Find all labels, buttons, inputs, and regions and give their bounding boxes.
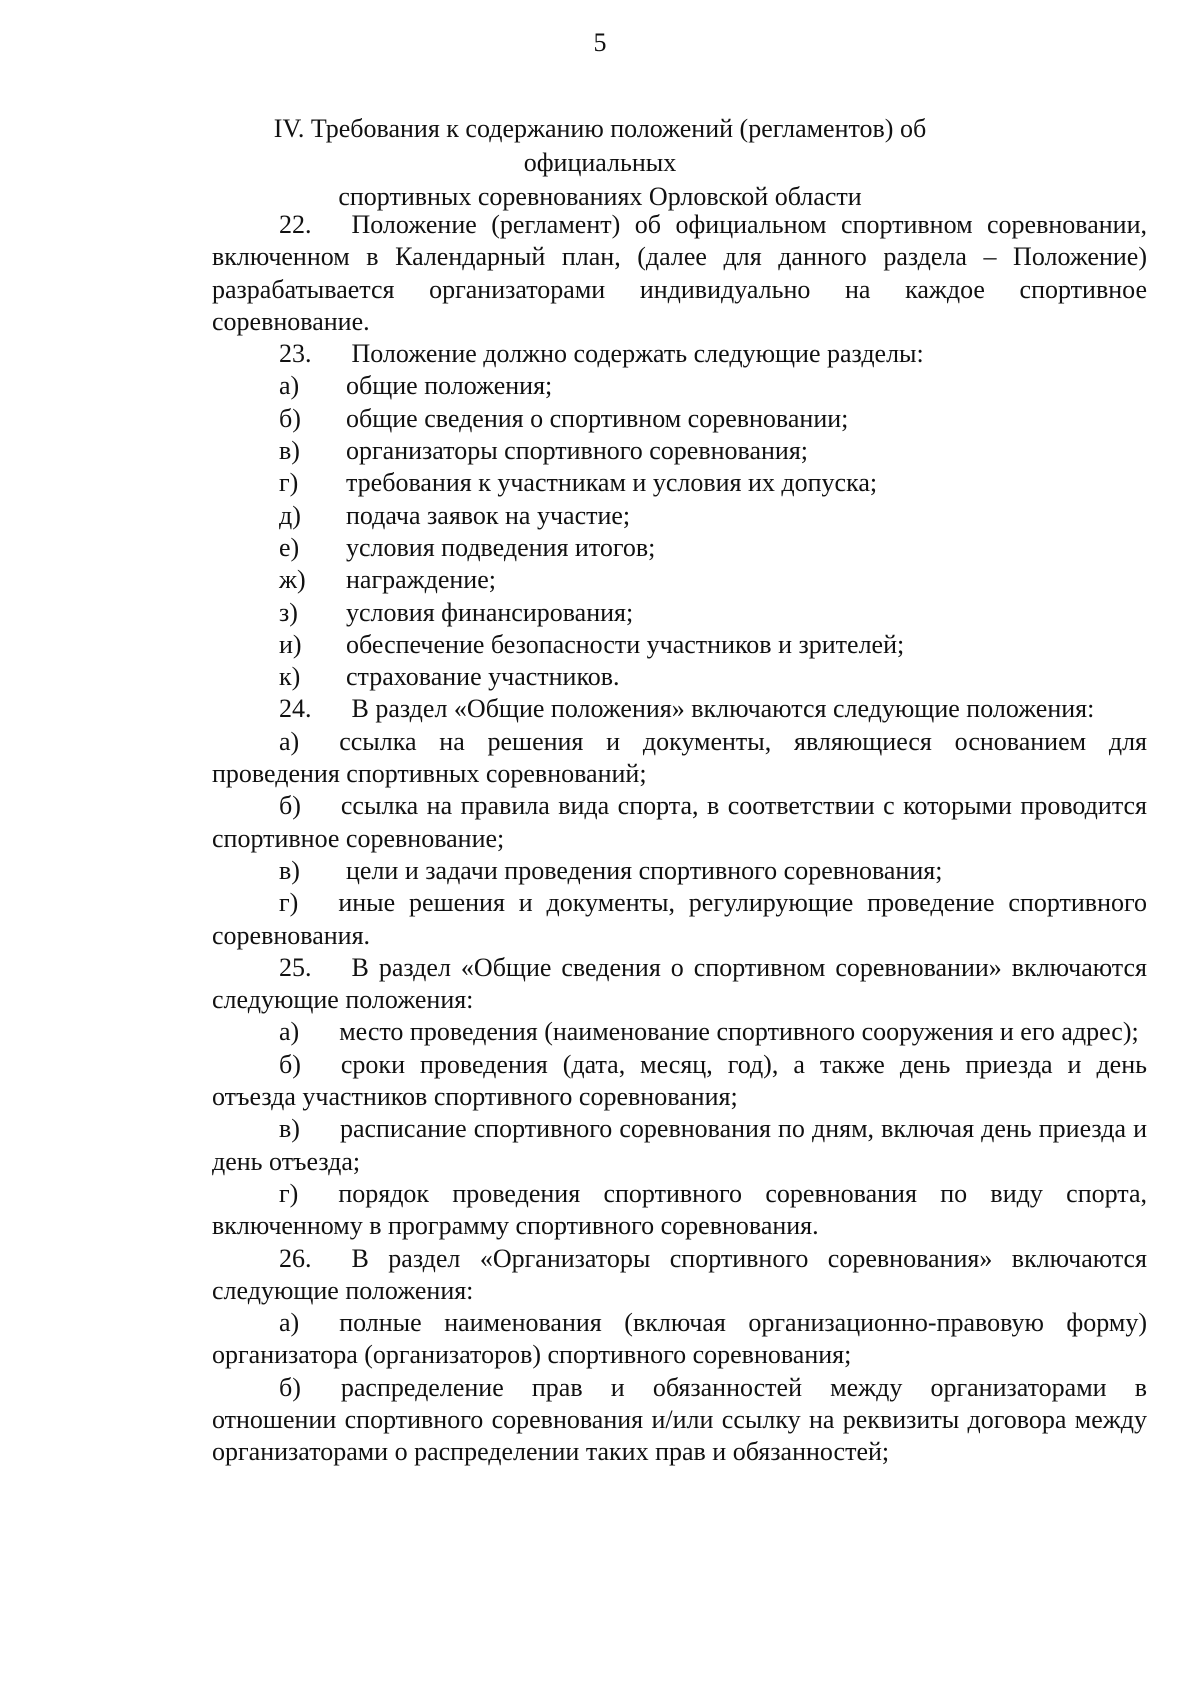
list-item-label: ж) (279, 565, 306, 595)
list-item-text: подача заявок на участие; (346, 500, 631, 530)
paragraph-number: б) (279, 1049, 301, 1079)
paragraph-number: а) (279, 1308, 300, 1338)
list-item-label: д) (279, 500, 301, 530)
paragraph (212, 1372, 1147, 1469)
list-item-text: организаторы спортивного соревнования; (346, 436, 809, 466)
list-item-label: б) (279, 403, 301, 433)
paragraph-text: сроки проведения (дата, месяц, год), а также день приезда и день отъезда участников спортивного соревнования; (212, 1049, 1147, 1112)
paragraph-number: 22. (279, 210, 312, 239)
list-item-label: в) (279, 436, 300, 466)
list-item (212, 435, 1147, 467)
paragraph-text: В раздел «Организаторы спортивного соревнования» включаются следующие положения: (212, 1243, 1147, 1305)
page-number: 5 (593, 28, 607, 57)
paragraph (212, 1243, 1147, 1308)
paragraph-text: порядок проведения спортивного соревнования по виду спорта, включенному в программу спортивного соревнования. (212, 1178, 1147, 1241)
paragraph-number: в) (279, 1114, 300, 1144)
paragraph-text: В раздел «Общие положения» включаются следующие положения: (351, 694, 1095, 724)
paragraph-text: иные решения и документы, регулирующие проведение спортивного соревнования. (212, 888, 1147, 950)
paragraph-number: г) (279, 888, 299, 918)
paragraph (212, 952, 1147, 1017)
list-item-label: е) (279, 532, 300, 562)
paragraph-text: полные наименования (включая организационно-правовую форму) организатора (организаторов) спортивного соревнования; (212, 1308, 1147, 1370)
list-item (212, 467, 1147, 499)
list-item-text: требования к участникам и условия их допуска; (346, 468, 878, 498)
list-item-label: к) (279, 662, 301, 692)
list-item-text: условия подведения итогов; (346, 532, 656, 562)
list-item (212, 403, 1147, 435)
paragraph (212, 338, 1147, 370)
paragraph-number: 26. (279, 1243, 312, 1273)
paragraph-number: б) (279, 791, 301, 821)
list-item (212, 370, 1147, 402)
section-heading (200, 112, 1000, 214)
paragraph-text: распределение прав и обязанностей между организаторами в отношении спортивного соревнования и/или ссылку на реквизиты договора между организаторами о распределении таких прав и обязанностей; (212, 1372, 1147, 1467)
list-item-text: цели и задачи проведения спортивного соревнования; (346, 855, 943, 885)
paragraph (212, 209, 1147, 338)
list-item-text: условия финансирования; (346, 597, 634, 627)
paragraph-text: Положение должно содержать следующие разделы: (351, 339, 924, 369)
paragraph-text: ссылка на решения и документы, являющиеся основанием для проведения спортивных соревнований; (212, 726, 1147, 789)
list-item-label: з) (279, 597, 298, 627)
list-item (212, 500, 1147, 532)
paragraph-text: ссылка на правила вида спорта, в соответствии с которыми проводится спортивное соревнование; (212, 791, 1147, 853)
paragraph (212, 1016, 1147, 1048)
list-item (212, 661, 1147, 693)
list-item (212, 629, 1147, 661)
list-item (212, 855, 1147, 887)
list-item-label: а) (279, 371, 300, 401)
list-item-label: г) (279, 468, 299, 498)
paragraph-text: расписание спортивного соревнования по дням, включая день приезда и день отъезда; (212, 1114, 1147, 1176)
heading-line-2: спортивных соревнованиях Орловской области (338, 182, 862, 211)
paragraph-number: а) (279, 726, 300, 756)
list-item-text: обеспечение безопасности участников и зрителей; (346, 629, 905, 659)
list-item-label: и) (279, 629, 302, 659)
paragraph-text: В раздел «Общие сведения о спортивном соревновании» включаются следующие положения: (212, 952, 1147, 1015)
list-item-text: страхование участников. (346, 662, 620, 692)
paragraph-number: 24. (279, 694, 312, 724)
list-item (212, 597, 1147, 629)
paragraph-number: б) (279, 1372, 301, 1402)
paragraph (212, 887, 1147, 952)
list-item (212, 564, 1147, 596)
list-item-text: общие положения; (346, 371, 553, 401)
list-item (212, 532, 1147, 564)
paragraph-number: а) (279, 1017, 300, 1047)
document-body (212, 209, 1147, 1469)
heading-line-1: IV. Требования к содержанию положений (регламентов) об официальных (273, 114, 927, 177)
paragraph (212, 1113, 1147, 1178)
paragraph-number: г) (279, 1178, 299, 1208)
list-item-text: общие сведения о спортивном соревновании; (346, 403, 849, 433)
list-item-label: в) (279, 855, 300, 885)
paragraph (212, 693, 1147, 725)
paragraph (212, 1178, 1147, 1243)
list-item-text: награждение; (346, 565, 496, 595)
paragraph-text: Положение (регламент) об официальном спортивном соревновании, включенном в Календарный план, (далее для данного раздела – Положение) разрабатывается организаторами индивидуально на каждое спортивное соревнование. (212, 210, 1147, 336)
paragraph (212, 790, 1147, 855)
paragraph-number: 25. (279, 952, 312, 982)
paragraph-number: 23. (279, 339, 312, 369)
paragraph (212, 1049, 1147, 1114)
paragraph (212, 726, 1147, 791)
paragraph-text: место проведения (наименование спортивного сооружения и его адрес); (339, 1017, 1139, 1047)
paragraph (212, 1307, 1147, 1372)
